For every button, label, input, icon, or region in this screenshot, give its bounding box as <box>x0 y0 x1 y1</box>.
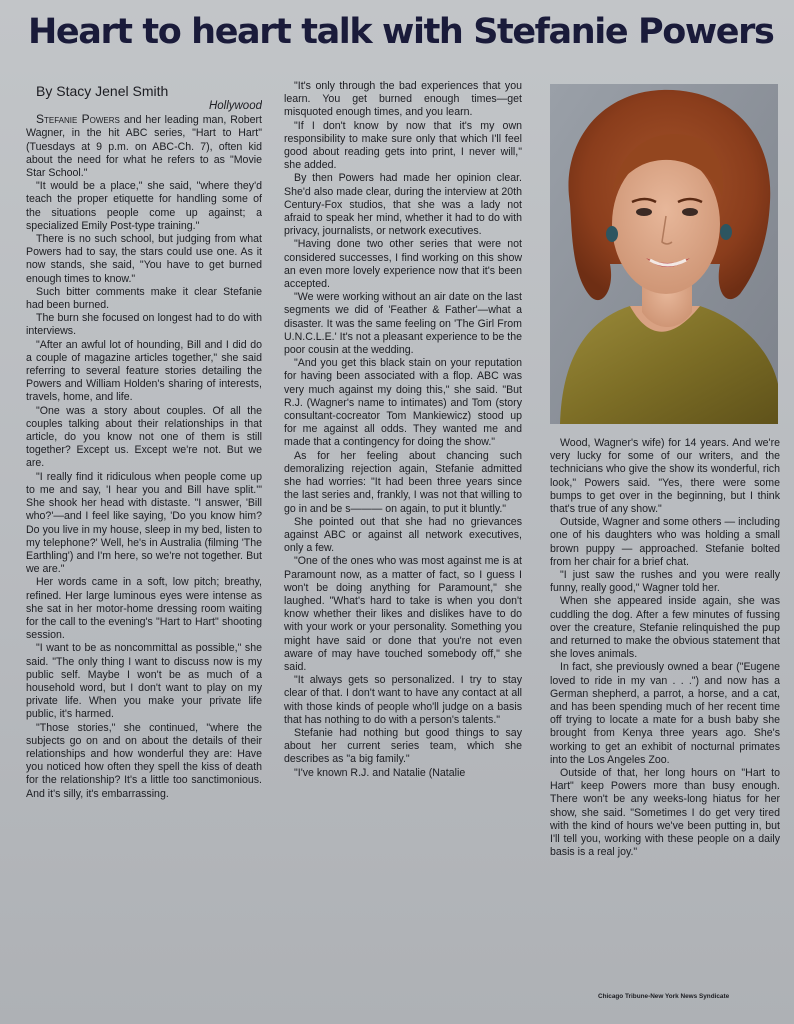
paragraph: Stefanie had nothing but good things to say about her current series team, which she describes as "a big family." <box>284 726 522 766</box>
paragraph: Her words came in a soft, low pitch; breathy, refined. Her large luminous eyes were intense as she sat in her motor-home dressing room waiting for the call to the evening's "Hart to Hart" shooting session. <box>26 576 262 642</box>
paragraph: "It's only through the bad experiences that you learn. You get burned enough times—get misquoted enough times, and you learn. <box>284 80 522 119</box>
lead-paragraph <box>26 113 262 180</box>
paragraph: In fact, she previously owned a bear ("Eugene loved to ride in my van . . .") and now has a German shepherd, a parrot, a horse, and a cat, and has been spending much of her recent time off trying to locate a mate for a bush baby she brought from Kenya three years ago. She's working to get an exhibit of nocturnal primates into the Los Angeles Zoo. <box>550 661 780 766</box>
lead-caps: Stefanie Powers <box>36 112 120 127</box>
article-column-1 <box>26 82 262 1004</box>
paragraph: "I want to be as noncommittal as possible," she said. "The only thing I want to discuss now is my public self. Maybe I won't be as much of a household word, but I don't want to play on my private life. When you make your private life public, it's harmed. <box>26 642 262 721</box>
article-column-3 <box>550 437 780 997</box>
paragraph: "We were working without an air date on the last segments we did of 'Feather & Father'—what a disaster. It was the same feeling on 'The Girl From U.N.C.L.E.' It's not a pleasant experience to be the poor cousin at the wedding. <box>284 291 522 357</box>
paragraph: "One of the ones who was most against me is at Paramount now, as a matter of fact, so I guess I won't be doing anything for Paramount," she laughed. "What's hard to take is when you don't know whether their likes and dislikes have to do with your work or your personality. Something you might have said or done that you're not even aware of may have touched somebody off," she said. <box>284 555 522 673</box>
paragraph: The burn she focused on longest had to do with interviews. <box>26 312 262 338</box>
paragraph: "And you get this black stain on your reputation for having been associated with a flop. ABC was very much against my doing this," she said. "But R.J. (Wagner's name to intimates) and Tom (story consultant-cocreator Tom Mankiewicz) stood up for me against all odds. They wanted me and made that a contingency for doing the show." <box>284 357 522 449</box>
paragraph: "If I don't know by now that it's my own responsibility to make sure only that which I'll feel good about reading gets into print, I never will," she added. <box>284 119 522 172</box>
paragraph: Outside of that, her long hours on "Hart to Hart" keep Powers more than busy enough. There won't be any weeks-long hiatus for her show, she said. "Sometimes I do get very tired with the kind of hours we've been putting in, but I'll tell you, working with these people on a daily basis is a real joy." <box>550 767 780 859</box>
paragraph: As for her feeling about chancing such demoralizing rejection again, Stefanie admitted she had worries: "It had been three years since the last series and, frankly, I was not that willing to go in and be s——— on again, to put it bluntly." <box>284 449 522 515</box>
byline: By Stacy Jenel Smith <box>36 83 169 99</box>
paragraph: "I just saw the rushes and you were really funny, really good," Wagner told her. <box>550 569 780 595</box>
headline: Heart to heart talk with Stefanie Powers <box>28 12 774 52</box>
paragraph: "Those stories," she continued, "where the subjects go on and on about the details of their relationships and how wonderful they are: Have you noticed how often they spell the kiss of death for the relationship? It's a little too sanctimonious. And it's silly, it's embarrassing. <box>26 721 262 800</box>
dateline: Hollywood <box>208 100 262 112</box>
paragraph: She pointed out that she had no grievances against ABC or against all network executives, only a few. <box>284 515 522 555</box>
paragraph: "After an awful lot of hounding, Bill and I did do a couple of magazine articles together," she said referring to several feature stories detailing the Powers and William Holden's sharing of interests, travels, home, and life. <box>26 338 262 404</box>
lead-text: and her leading man, Robert Wagner, in the hit ABC series, "Hart to Hart" (Tuesdays at 9 p.m. on ABC-Ch. 7), often kid about the need for what he refers to as "Movie Star School." <box>26 114 262 180</box>
paragraph: By then Powers had made her opinion clear. She'd also made clear, during the interview at 20th Century-Fox studios, that she was a lady not afraid to speak her mind, whether it had to do with privacy, journalists, or network executives. <box>284 172 522 238</box>
syndicate-credit: Chicago Tribune-New York News Syndicate <box>598 993 730 1000</box>
paragraph: When she appeared inside again, she was cuddling the dog. After a few minutes of fussing over the creature, Stefanie relinquished the pup and returned to make the obvious statement that she loves animals. <box>550 595 780 661</box>
paragraph: "I've known R.J. and Natalie (Natalie <box>294 766 466 779</box>
paragraph: "One was a story about couples. Of all the couples talking about their relationships in that article, do you know not one of them is still together? Except us. Except we're not. But we are. <box>26 404 262 470</box>
paragraph: "Having done two other series that were not considered successes, I find working on this show an even more lovely experience now that it's been accepted. <box>284 238 522 291</box>
portrait-illustration <box>550 84 778 424</box>
paragraph: There is no such school, but judging from what Powers had to say, the stars could use one. As it now stands, she said, "You have to get burned enough times to know." <box>26 233 262 285</box>
paragraph: "It always gets so personalized. I try to stay clear of that. I don't want to have any contact at all with those kinds of people who'll judge on a basis that has nothing to do with a person's talents." <box>284 674 522 726</box>
article-column-2 <box>284 80 522 1006</box>
paragraph: Such bitter comments make it clear Stefanie had been burned. <box>26 285 262 312</box>
paragraph: Wood, Wagner's wife) for 14 years. And we're very lucky for some of our writers, and the technicians who give the show its wonderful, rich look," Powers said. "Yes, there were some bumps to get over in the beginning, but I think that's true of any show." <box>550 437 780 516</box>
portrait-photo <box>550 84 778 424</box>
paragraph: Outside, Wagner and some others — including one of his daughters who was holding a small brown puppy — approached. Stefanie bolted from her chair for a brief chat. <box>550 516 780 568</box>
paragraph: "It would be a place," she said, "where they'd teach the proper etiquette for handling some of the situations people come up against; a specialized Emily Post-type training." <box>26 180 262 232</box>
paragraph: "I really find it ridiculous when people come up to me and say, 'I hear you and Bill have split.'" She shook her head with distaste. "I answer, 'Bill who?'—and I feel like saying, 'Do you know him? Do you live in my house, sleep in my bed, listen to my telephone?' Well, he's in Australia (filming 'The Earthling') and I'm here, so we're not together. But we are." <box>26 470 262 576</box>
